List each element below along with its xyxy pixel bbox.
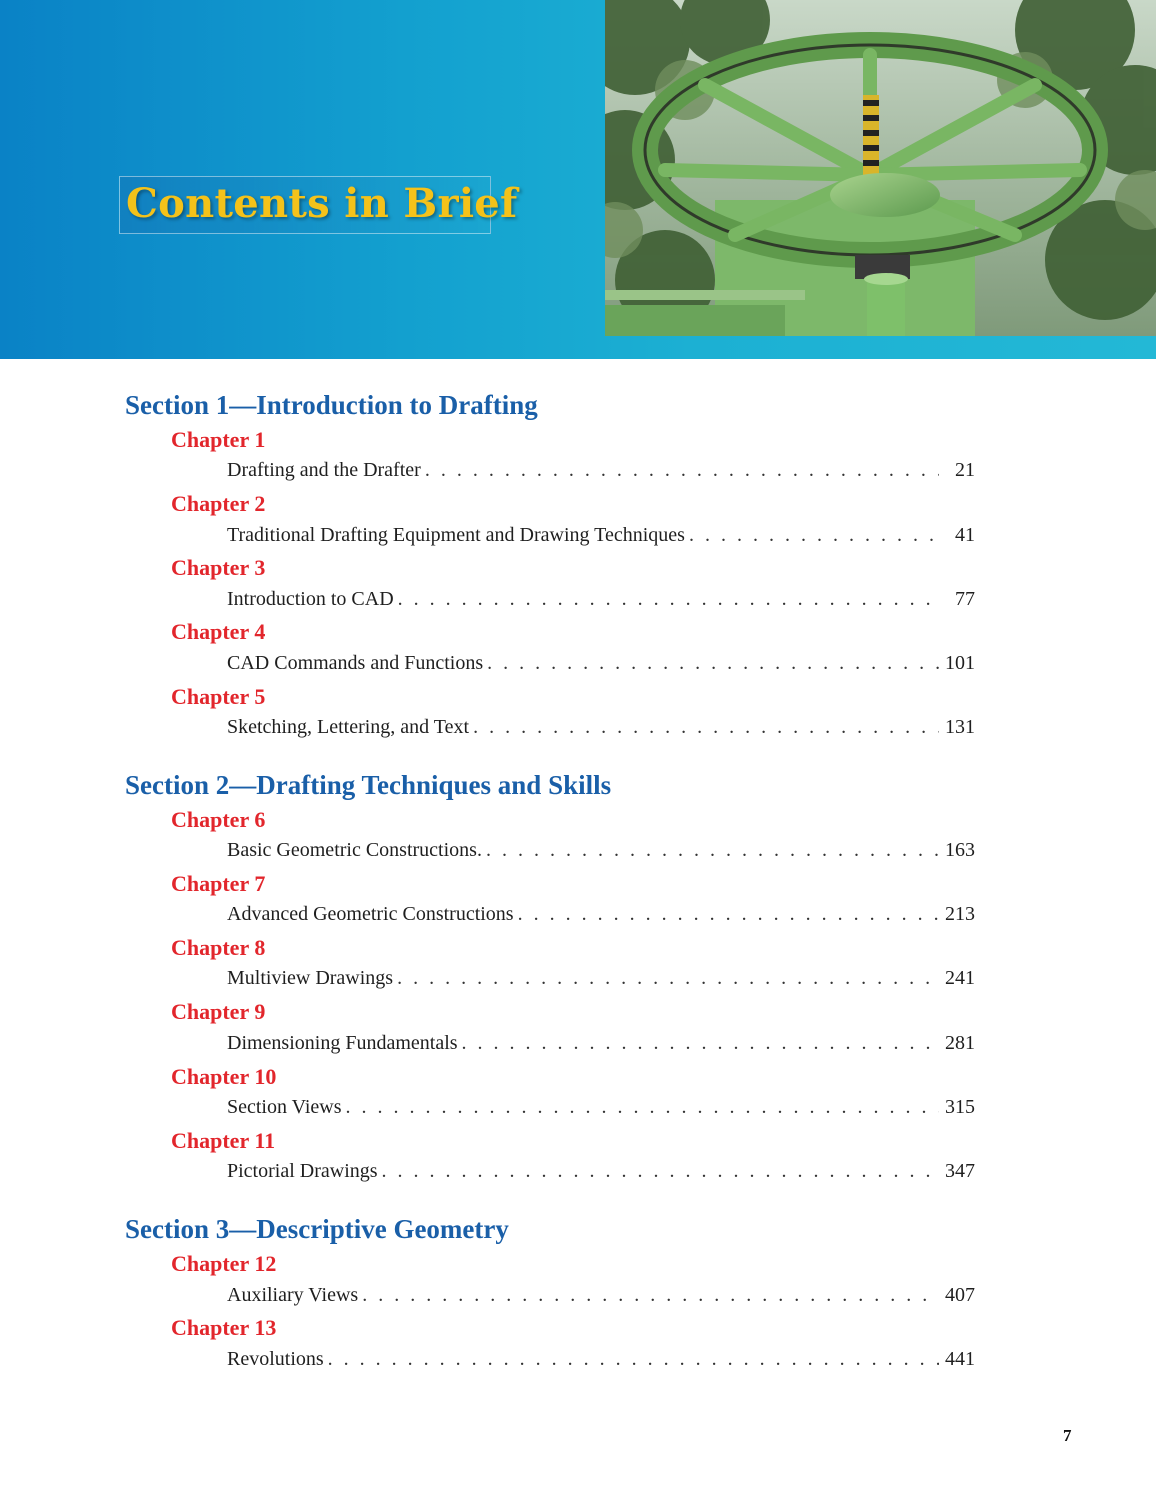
entry-page: 241 bbox=[945, 967, 975, 989]
toc-entry[interactable] bbox=[227, 1030, 975, 1056]
toc-entry[interactable] bbox=[227, 586, 975, 612]
entry-page: 315 bbox=[945, 1096, 975, 1118]
entry-title: Basic Geometric Constructions. bbox=[227, 839, 482, 861]
leader-dots bbox=[425, 457, 939, 483]
entry-page: 407 bbox=[945, 1284, 975, 1306]
section-heading[interactable]: Section 2—Drafting Techniques and Skills bbox=[125, 770, 612, 800]
entry-title: CAD Commands and Functions bbox=[227, 652, 484, 674]
leader-dots bbox=[473, 714, 939, 740]
chapter-label: Chapter 6 bbox=[171, 807, 266, 832]
entry-page: 131 bbox=[945, 716, 975, 738]
entry-page: 347 bbox=[945, 1160, 975, 1182]
chapter-label: Chapter 4 bbox=[171, 619, 266, 644]
chapter-label: Chapter 5 bbox=[171, 684, 266, 709]
chapter-label: Chapter 13 bbox=[171, 1315, 277, 1340]
entry-page: 21 bbox=[955, 459, 975, 481]
toc-entry[interactable] bbox=[227, 901, 975, 927]
entry-title: Multiview Drawings bbox=[227, 967, 394, 989]
chapter-label: Chapter 10 bbox=[171, 1064, 277, 1089]
entry-page: 41 bbox=[955, 524, 975, 546]
leader-dots bbox=[518, 901, 939, 927]
page-title: Contents in Brief bbox=[126, 180, 518, 227]
entry-page: 101 bbox=[945, 652, 975, 674]
toc-entry[interactable] bbox=[227, 714, 975, 740]
entry-page: 213 bbox=[945, 903, 975, 925]
leader-dots bbox=[487, 650, 939, 676]
chapter-label: Chapter 7 bbox=[171, 871, 266, 896]
entry-title: Drafting and the Drafter bbox=[227, 459, 421, 481]
entry-page: 77 bbox=[955, 588, 975, 610]
chapter-label: Chapter 12 bbox=[171, 1251, 277, 1276]
chapter-label: Chapter 8 bbox=[171, 935, 266, 960]
chapter-label: Chapter 3 bbox=[171, 555, 266, 580]
leader-dots bbox=[397, 965, 939, 991]
entry-title: Revolutions bbox=[227, 1348, 324, 1370]
leader-dots bbox=[398, 586, 939, 612]
toc-entry[interactable] bbox=[227, 1158, 975, 1184]
leader-dots bbox=[486, 837, 939, 863]
entry-title: Sketching, Lettering, and Text bbox=[227, 716, 470, 738]
entry-page: 441 bbox=[945, 1348, 975, 1370]
chapter-label: Chapter 11 bbox=[171, 1128, 276, 1153]
entry-title: Section Views bbox=[227, 1096, 342, 1118]
toc-entry[interactable] bbox=[227, 837, 975, 863]
entry-title: Dimensioning Fundamentals bbox=[227, 1032, 458, 1054]
leader-dots bbox=[689, 522, 939, 548]
chapter-label: Chapter 9 bbox=[171, 999, 266, 1024]
chapter-label: Chapter 2 bbox=[171, 491, 266, 516]
toc-entry[interactable] bbox=[227, 522, 975, 548]
entry-title: Introduction to CAD bbox=[227, 588, 394, 610]
entry-title: Auxiliary Views bbox=[227, 1284, 359, 1306]
entry-page: 163 bbox=[945, 839, 975, 861]
entry-title: Pictorial Drawings bbox=[227, 1160, 378, 1182]
title-box bbox=[119, 176, 518, 234]
toc-entry[interactable] bbox=[227, 457, 975, 483]
page-number: 7 bbox=[1063, 1426, 1072, 1445]
toc-entry[interactable] bbox=[227, 1282, 975, 1308]
section-heading[interactable]: Section 3—Descriptive Geometry bbox=[125, 1214, 509, 1244]
cable-car-bullwheel-photo bbox=[605, 0, 1156, 336]
leader-dots bbox=[362, 1282, 939, 1308]
leader-dots bbox=[346, 1094, 939, 1120]
leader-dots bbox=[462, 1030, 939, 1056]
header-photo bbox=[605, 0, 1156, 336]
entry-title: Traditional Drafting Equipment and Drawing Techniques bbox=[227, 524, 685, 546]
section-heading[interactable]: Section 1—Introduction to Drafting bbox=[125, 390, 538, 420]
leader-dots bbox=[382, 1158, 939, 1184]
toc-entry[interactable] bbox=[227, 1346, 975, 1372]
chapter-label: Chapter 1 bbox=[171, 427, 266, 452]
toc-entry[interactable] bbox=[227, 1094, 975, 1120]
toc-entry[interactable] bbox=[227, 965, 975, 991]
entry-title: Advanced Geometric Constructions bbox=[227, 903, 514, 925]
toc-entry[interactable] bbox=[227, 650, 975, 676]
entry-page: 281 bbox=[945, 1032, 975, 1054]
leader-dots bbox=[328, 1346, 939, 1372]
